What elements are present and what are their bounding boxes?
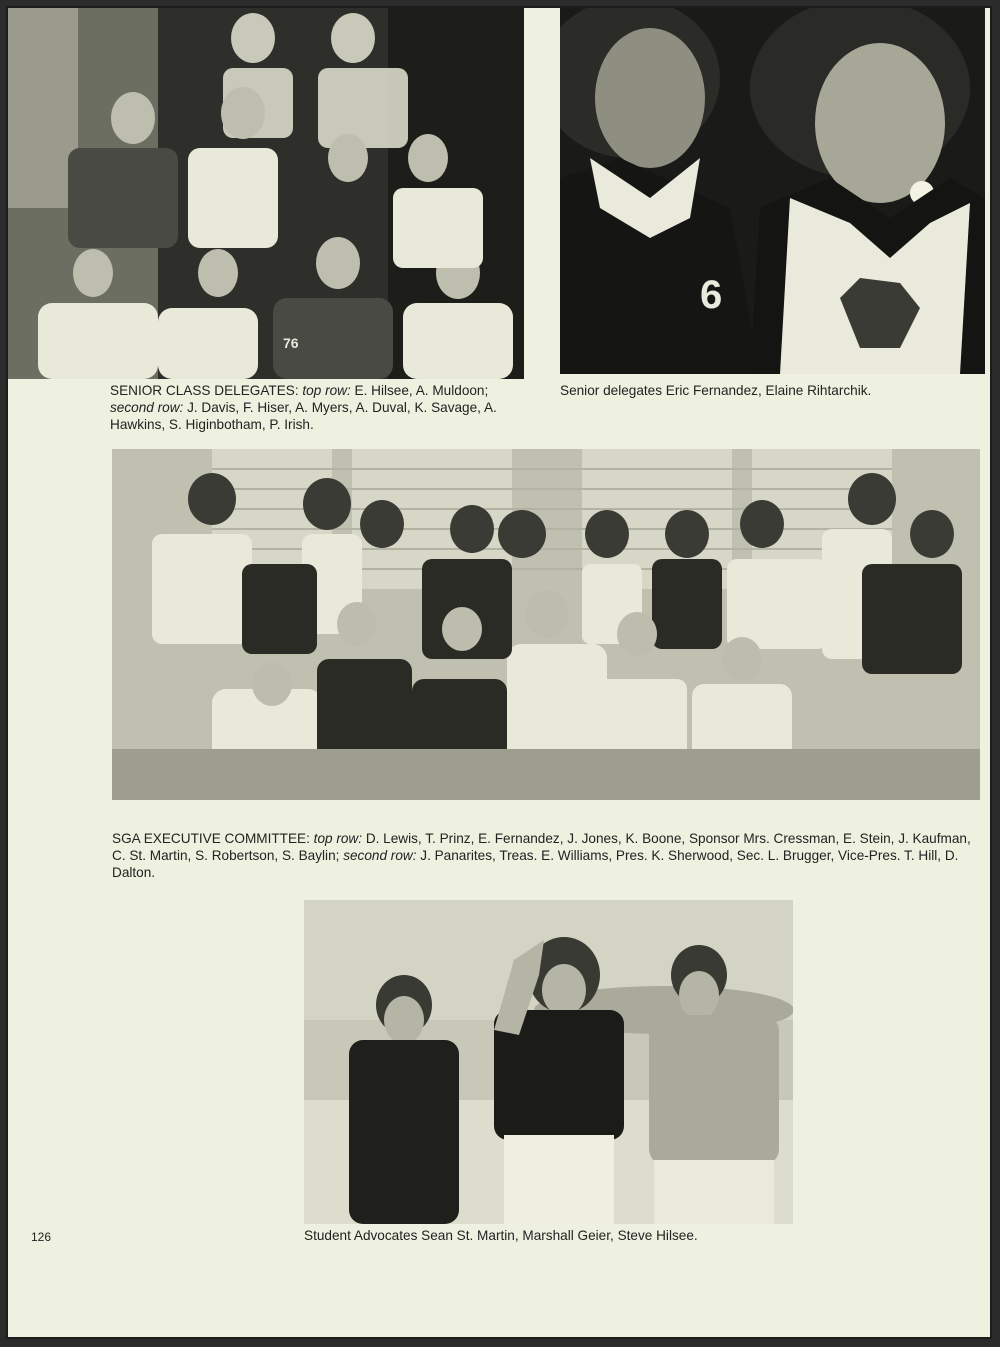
photo-senior-delegates-group — [8, 8, 524, 379]
caption-row-label-top: top row: — [313, 831, 366, 846]
caption-names-second: J. Panarites, Treas. E. Williams, Pres. K. Sherwood, Sec. L. Brugger, Vice-Pres. T. Hill, D. Dalton. — [112, 848, 959, 880]
yearbook-page — [6, 6, 992, 1339]
photo-senior-delegates-closeup — [560, 8, 985, 374]
photo-sga-executive-committee — [112, 449, 980, 800]
caption-student-advocates: Student Advocates Sean St. Martin, Marshall Geier, Steve Hilsee. — [304, 1228, 698, 1243]
caption-label: SGA EXECUTIVE COMMITTEE: — [112, 831, 314, 846]
caption-sga-executive-committee — [112, 830, 980, 881]
jersey-number-76: 76 — [283, 335, 299, 351]
caption-row-label-second: second row: — [343, 848, 421, 863]
caption-row-label-top: top row: — [302, 383, 355, 398]
caption-names-top: E. Hilsee, A. Muldoon; — [354, 383, 489, 398]
caption-senior-delegates — [110, 382, 526, 433]
page-number: 126 — [31, 1230, 52, 1244]
photo-student-advocates — [304, 900, 793, 1224]
caption-senior-delegates-closeup: Senior delegates Eric Fernandez, Elaine Rihtarchik. — [560, 383, 872, 398]
caption-row-label-second: second row: — [110, 400, 188, 415]
caption-label: SENIOR CLASS DELEGATES: — [110, 383, 303, 398]
caption-names-top: D. Lewis, T. Prinz, E. Fernandez, J. Jones, K. Boone, Sponsor Mrs. Cressman, E. Stein, J. Kaufman, C. St. Martin, S. Robertson, S. Baylin; — [112, 831, 971, 863]
caption-names-second: J. Davis, F. Hiser, A. Myers, A. Duval, K. Savage, A. Hawkins, S. Higinbotham, P. Irish. — [110, 400, 497, 432]
jersey-number-6: 6 — [700, 273, 723, 317]
